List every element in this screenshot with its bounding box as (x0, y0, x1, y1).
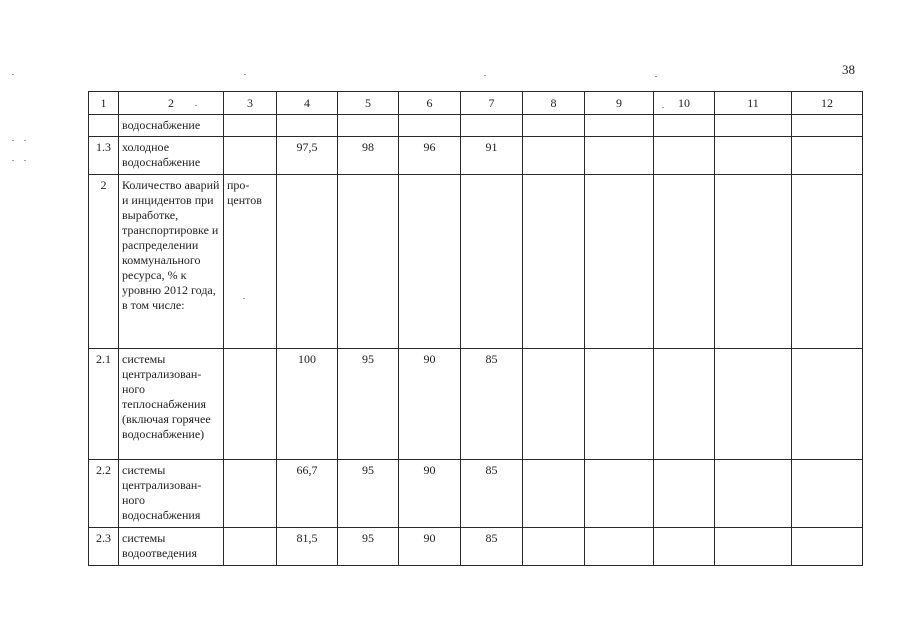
row-number-cell (89, 115, 119, 137)
value-cell: 90 (399, 349, 461, 460)
value-cell (277, 115, 338, 137)
value-cell (792, 137, 863, 175)
value-cell (715, 460, 792, 528)
value-cell (792, 175, 863, 349)
value-cell (792, 528, 863, 566)
header-cell: 12 (792, 92, 863, 115)
value-cell: 96 (399, 137, 461, 175)
value-cell: 100 (277, 349, 338, 460)
table-row (89, 137, 863, 175)
value-cell (654, 137, 715, 175)
row-number-cell: 2.3 (89, 528, 119, 566)
value-cell (792, 349, 863, 460)
value-cell (654, 460, 715, 528)
table-body (89, 92, 863, 566)
row-number-cell: 1.3 (89, 137, 119, 175)
header-cell: 2 (119, 92, 224, 115)
value-cell (715, 115, 792, 137)
value-cell (585, 528, 654, 566)
value-cell (585, 175, 654, 349)
value-cell (523, 115, 585, 137)
value-cell (715, 137, 792, 175)
header-cell: 10 (654, 92, 715, 115)
scan-speck (12, 74, 14, 75)
value-cell: 95 (338, 349, 399, 460)
value-cell (654, 115, 715, 137)
value-cell: 91 (461, 137, 523, 175)
value-cell: 95 (338, 460, 399, 528)
scan-speck (655, 76, 657, 77)
page-number: 38 (842, 62, 855, 77)
unit-cell (224, 115, 277, 137)
unit-cell (224, 528, 277, 566)
value-cell: 95 (338, 528, 399, 566)
unit-cell (224, 460, 277, 528)
header-cell: 4 (277, 92, 338, 115)
value-cell (715, 175, 792, 349)
header-cell: 8 (523, 92, 585, 115)
value-cell: 85 (461, 528, 523, 566)
value-cell (792, 115, 863, 137)
indicator-name-cell: холодное водоснабжение (119, 137, 224, 175)
value-cell (654, 175, 715, 349)
value-cell (461, 175, 523, 349)
value-cell (523, 175, 585, 349)
indicator-name-cell: системы централизован-ного водоснабжения (119, 460, 224, 528)
header-cell: 6 (399, 92, 461, 115)
value-cell (277, 175, 338, 349)
unit-cell (224, 349, 277, 460)
value-cell: 81,5 (277, 528, 338, 566)
scan-speck (24, 160, 26, 161)
value-cell: 98 (338, 137, 399, 175)
table-row (89, 528, 863, 566)
value-cell (715, 349, 792, 460)
row-number-cell: 2 (89, 175, 119, 349)
row-number-cell: 2.1 (89, 349, 119, 460)
value-cell (338, 175, 399, 349)
value-cell: 90 (399, 460, 461, 528)
value-cell: 97,5 (277, 137, 338, 175)
value-cell (338, 115, 399, 137)
value-cell (585, 137, 654, 175)
table-row (89, 460, 863, 528)
value-cell (523, 460, 585, 528)
indicator-name-cell: системы водоотведения (119, 528, 224, 566)
indicator-name-cell: Количество аварий и инцидентов при выработке, транспортировке и распределении коммунального ресурса, % к уровню 2012 года, в том числе: (119, 175, 224, 349)
scan-speck (24, 140, 26, 141)
indicator-name-cell: водоснабжение (119, 115, 224, 137)
value-cell: 85 (461, 349, 523, 460)
value-cell (585, 460, 654, 528)
value-cell (523, 349, 585, 460)
value-cell (715, 528, 792, 566)
header-cell: 7 (461, 92, 523, 115)
value-cell: 85 (461, 460, 523, 528)
value-cell (399, 115, 461, 137)
value-cell (654, 349, 715, 460)
unit-cell (224, 137, 277, 175)
table-row (89, 115, 863, 137)
indicator-table (88, 91, 863, 566)
indicator-name-cell: системы централизован-ного теплоснабжения (включая горячее водоснабжение) (119, 349, 224, 460)
table-row (89, 175, 863, 349)
header-cell: 5 (338, 92, 399, 115)
scan-speck (12, 160, 14, 161)
scan-speck (12, 140, 14, 141)
header-cell: 3 (224, 92, 277, 115)
header-row (89, 92, 863, 115)
value-cell: 66,7 (277, 460, 338, 528)
header-cell: 11 (715, 92, 792, 115)
value-cell (792, 460, 863, 528)
header-cell: 9 (585, 92, 654, 115)
value-cell (523, 137, 585, 175)
value-cell (461, 115, 523, 137)
scan-speck (484, 75, 486, 76)
value-cell (399, 175, 461, 349)
row-number-cell: 2.2 (89, 460, 119, 528)
value-cell (654, 528, 715, 566)
value-cell: 90 (399, 528, 461, 566)
value-cell (523, 528, 585, 566)
unit-cell: про-центов (224, 175, 277, 349)
value-cell (585, 349, 654, 460)
scan-speck (244, 74, 246, 75)
table-row (89, 349, 863, 460)
value-cell (585, 115, 654, 137)
header-cell: 1 (89, 92, 119, 115)
